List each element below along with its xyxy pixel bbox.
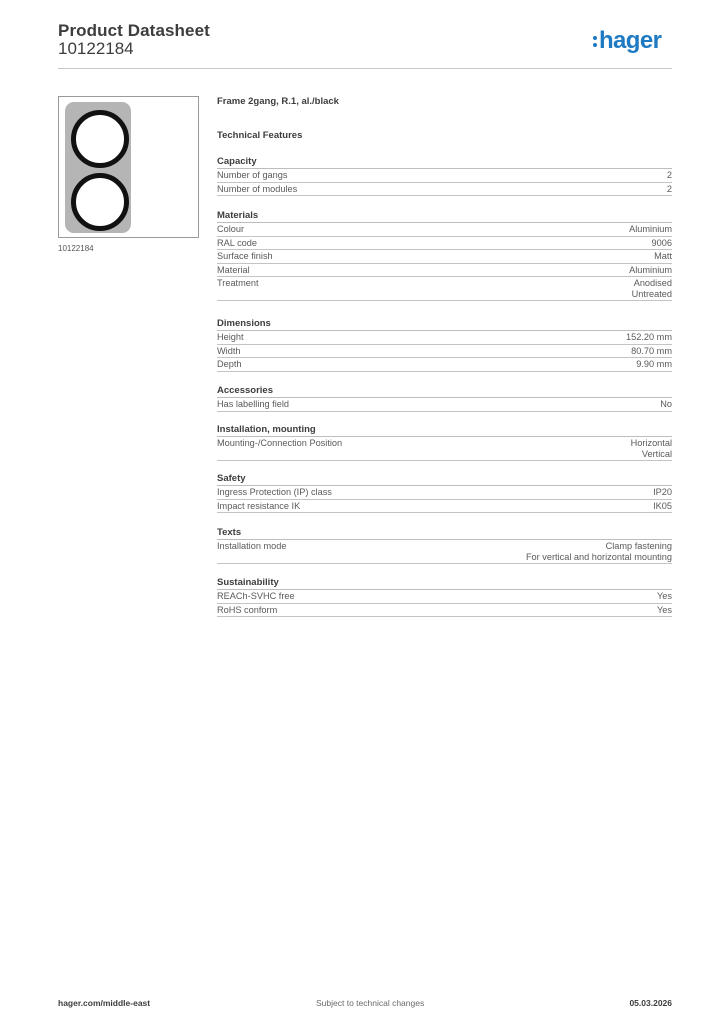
spec-label: Number of gangs: [217, 170, 288, 180]
section-title: Dimensions: [217, 317, 672, 331]
spec-value: 9006: [651, 237, 672, 248]
spec-label: Number of modules: [217, 183, 298, 194]
section-accessories: [217, 384, 672, 412]
product-number: 10122184: [58, 39, 134, 58]
section-dimensions: [217, 317, 672, 372]
spec-value: Matt: [654, 251, 672, 261]
spec-label: Width: [217, 345, 241, 356]
spec-row: [217, 183, 672, 197]
spec-value: Horizontal Vertical: [630, 438, 672, 459]
spec-label: REACh-SVHC free: [217, 591, 295, 601]
section-title: Safety: [217, 472, 672, 486]
spec-row: [217, 486, 672, 500]
spec-value: Aluminium: [629, 264, 672, 275]
spec-value: IP20: [653, 487, 672, 497]
logo-colon-icon: [593, 32, 598, 48]
upper-ring: [71, 110, 129, 168]
footer-notice: Subject to technical changes: [316, 998, 425, 1008]
logo-text: hager: [599, 27, 662, 54]
header-divider: [58, 68, 672, 69]
section-title: Texts: [217, 526, 672, 540]
spec-row: [217, 331, 672, 345]
spec-value: Clamp fastening For vertical and horizontal mounting: [525, 541, 672, 562]
image-caption: 10122184: [58, 244, 94, 253]
spec-label: Colour: [217, 224, 245, 234]
spec-row: [217, 590, 672, 604]
spec-value: 80.70 mm: [631, 345, 672, 356]
spec-row: [217, 277, 672, 301]
spec-value: Aluminium: [629, 224, 672, 234]
spec-row: [217, 250, 672, 264]
spec-label: Mounting-/Connection Position: [217, 438, 343, 448]
spec-value: Yes: [657, 591, 672, 601]
spec-row: [217, 358, 672, 372]
section-sustainability: [217, 576, 672, 617]
spec-row: [217, 264, 672, 278]
spec-row: [217, 237, 672, 251]
spec-value: 2: [666, 183, 672, 194]
spec-label: Impact resistance IK: [217, 500, 301, 511]
spec-row: [217, 345, 672, 359]
product-name: Frame 2gang, R.1, al./black: [217, 96, 339, 107]
spec-label: RoHS conform: [217, 604, 278, 615]
spec-label: Surface finish: [217, 251, 273, 261]
spec-row: [217, 169, 672, 183]
spec-value: 2: [666, 170, 672, 180]
spec-label: Material: [217, 264, 250, 275]
spec-row: [217, 540, 672, 564]
section-title: Capacity: [217, 155, 672, 169]
section-capacity: [217, 155, 672, 196]
spec-row: [217, 604, 672, 618]
section-title: Sustainability: [217, 576, 672, 590]
section-materials: [217, 209, 672, 301]
technical-features-heading: Technical Features: [217, 130, 303, 141]
spec-value: 152.20 mm: [626, 332, 672, 342]
section-installation-mounting: [217, 423, 672, 461]
spec-label: Treatment: [217, 278, 259, 288]
section-title: Accessories: [217, 384, 672, 398]
spec-row: [217, 500, 672, 514]
spec-value: No: [660, 399, 672, 409]
spec-row: [217, 398, 672, 412]
lower-ring: [71, 173, 129, 231]
spec-value: 9.90 mm: [636, 359, 672, 369]
section-texts: [217, 526, 672, 564]
footer-website-link[interactable]: hager.com/middle-east: [58, 998, 151, 1008]
spec-label: RAL code: [217, 237, 258, 248]
spec-label: Ingress Protection (IP) class: [217, 487, 332, 497]
section-title: Installation, mounting: [217, 423, 672, 437]
spec-label: Has labelling field: [217, 399, 290, 409]
spec-label: Height: [217, 332, 244, 342]
spec-value: Yes: [657, 604, 672, 615]
hager-logo: [593, 27, 661, 55]
section-title: Materials: [217, 209, 672, 223]
section-safety: [217, 472, 672, 513]
spec-label: Depth: [217, 359, 242, 369]
spec-label: Installation mode: [217, 541, 287, 551]
spec-value: IK05: [653, 500, 672, 511]
frame-plate-illustration: [65, 102, 131, 233]
document-title: Product Datasheet: [58, 21, 210, 40]
spec-value: Anodised Untreated: [631, 278, 672, 299]
product-image: [58, 96, 199, 238]
spec-row: [217, 437, 672, 461]
spec-row: [217, 223, 672, 237]
footer-date: 05.03.2026: [629, 998, 672, 1008]
